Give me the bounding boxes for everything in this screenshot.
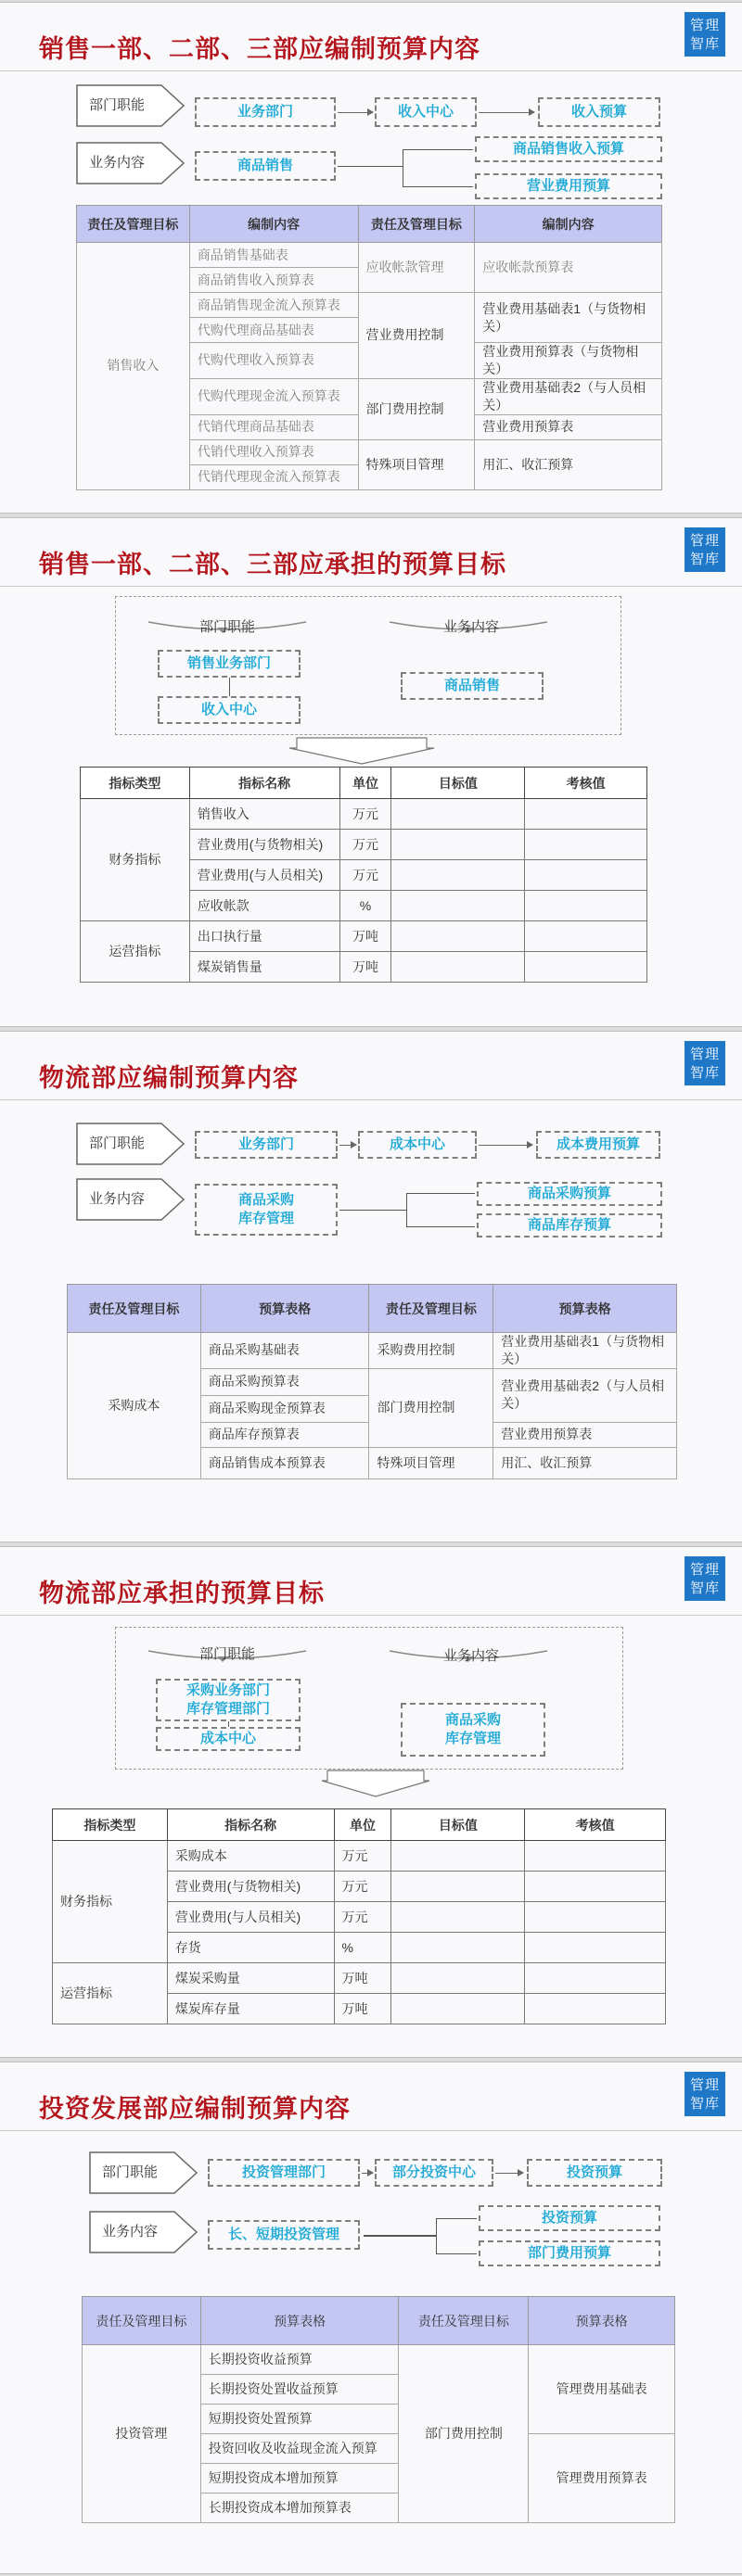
indicator-name: 营业费用(与人员相关) (167, 1902, 334, 1933)
table-cell: 营业费用基础表2（与人员相关） (475, 378, 662, 414)
assess-cell[interactable] (525, 830, 647, 860)
indicator-unit: 万吨 (334, 1994, 391, 2024)
logo-line2: 智库 (689, 35, 720, 52)
table-cell: 用汇、收汇预算 (475, 439, 662, 489)
th-name: 指标名称 (189, 768, 339, 799)
table-cell: 长期投资成本增加预算表 (200, 2494, 399, 2523)
box-invest-mgmt-dept: 投资管理部门 (208, 2159, 360, 2187)
purchase-line1: 商品采购 (237, 1191, 294, 1208)
table-cell: 商品采购预算表 (200, 1368, 369, 1395)
table-cell: 商品采购基础表 (200, 1333, 369, 1369)
target-cell[interactable] (391, 1994, 525, 2024)
assess-cell[interactable] (525, 799, 647, 830)
type-financial: 财务指标 (53, 1841, 168, 1963)
indicator-unit: 万吨 (339, 921, 391, 952)
indicator-unit: 万元 (334, 1902, 391, 1933)
table-cell: 商品销售现金流入预算表 (189, 293, 358, 318)
th-target: 目标值 (391, 1809, 525, 1841)
box-biz-dept: 业务部门 (195, 97, 336, 127)
box-invest-budget: 投资预算 (527, 2159, 662, 2187)
th-name: 指标名称 (167, 1809, 334, 1841)
assess-cell[interactable] (525, 891, 647, 921)
biz-content-label: 业务内容 (89, 1191, 146, 1207)
box-cost-center: 成本中心 (156, 1727, 301, 1751)
budget-table (67, 1284, 677, 1479)
th-type: 指标类型 (53, 1809, 168, 1841)
table-cell: 管理费用预算表 (529, 2434, 675, 2523)
table-cell: 短期投资处置预算 (200, 2405, 399, 2434)
table-cell: 代购代理现金流入预算表 (189, 378, 358, 414)
indicator-unit: 万元 (339, 860, 391, 891)
dept-function-arrow (76, 84, 186, 127)
indicator-name: 营业费用(与人员相关) (189, 860, 339, 891)
th-assess: 考核值 (525, 1809, 666, 1841)
indicator-name: 营业费用(与货物相关) (167, 1872, 334, 1902)
connector (436, 2218, 437, 2253)
target-cell[interactable] (391, 921, 525, 952)
th-content: 编制内容 (475, 206, 662, 243)
slide-title: 物流部应承担的预算目标 (39, 1580, 325, 1608)
table-cell: 商品销售基础表 (189, 243, 358, 268)
box-product-sales: 商品销售 (401, 672, 544, 700)
th-target: 责任及管理目标 (83, 2297, 201, 2345)
indicator-unit: 万吨 (339, 952, 391, 983)
box-income-budget: 收入预算 (538, 97, 660, 127)
box-inventory-budget: 商品库存预算 (477, 1213, 662, 1237)
box-opex-budget: 营业费用预算 (475, 173, 662, 199)
logo-line1: 管理 (689, 1046, 720, 1062)
indicator-unit: 万元 (339, 830, 391, 860)
biz-content-label: 业务内容 (89, 155, 146, 171)
connector (403, 149, 473, 150)
title-divider (0, 2130, 742, 2131)
biz-content-arrow (89, 2211, 198, 2253)
dept-function-label: 部门职能 (102, 2164, 159, 2180)
arrow-line (479, 1145, 532, 1146)
logo-line1: 管理 (689, 2076, 720, 2093)
assess-cell[interactable] (525, 1933, 666, 1963)
biz-line2: 库存管理 (444, 1731, 501, 1746)
assess-cell[interactable] (525, 860, 647, 891)
logo-line2: 智库 (689, 1580, 720, 1596)
slide-4 (0, 1546, 742, 2058)
box-purchase-budget: 商品采购预算 (477, 1182, 662, 1206)
assess-cell[interactable] (525, 1963, 666, 1994)
box-income-center: 收入中心 (158, 696, 301, 724)
logo-line2: 智库 (689, 1064, 720, 1081)
type-financial: 财务指标 (81, 799, 190, 921)
connector (406, 1226, 475, 1227)
table-cell: 特殊项目管理 (369, 1447, 493, 1478)
table-cell: 代购代理商品基础表 (189, 318, 358, 343)
connector (436, 2218, 477, 2219)
down-arrow-icon (288, 737, 436, 765)
slide-title: 物流部应编制预算内容 (39, 1064, 299, 1093)
target-cell[interactable] (391, 891, 525, 921)
th-type: 指标类型 (81, 768, 190, 799)
table-cell: 管理费用基础表 (529, 2345, 675, 2434)
table-cell: 营业费用基础表2（与人员相关） (493, 1368, 677, 1422)
target-cell[interactable] (391, 1841, 525, 1872)
table-cell: 用汇、收汇预算 (493, 1447, 677, 1478)
logo (684, 527, 725, 572)
slide-title: 销售一部、二部、三部应承担的预算目标 (39, 551, 506, 579)
assess-cell[interactable] (525, 1872, 666, 1902)
box-partial-invest-center: 部分投资中心 (375, 2159, 493, 2187)
target-cell[interactable] (391, 952, 525, 983)
indicator-name: 存货 (167, 1933, 334, 1963)
connector (229, 678, 230, 696)
table-cell: 商品采购现金预算表 (200, 1395, 369, 1422)
group-dept-expense: 部门费用控制 (399, 2345, 529, 2523)
table-cell: 营业费用基础表1（与货物相关） (475, 293, 662, 343)
th-target: 责任及管理目标 (358, 206, 475, 243)
biz-content-arrow (76, 1178, 186, 1221)
budget-table (82, 2296, 675, 2523)
connector (338, 166, 403, 167)
table-cell: 长期投资收益预算 (200, 2345, 399, 2375)
table-cell: 营业费用预算表（与货物相关） (475, 343, 662, 379)
table-cell: 代销代理商品基础表 (189, 414, 358, 439)
th-target: 责任及管理目标 (369, 1285, 493, 1333)
target-cell[interactable] (391, 799, 525, 830)
table-cell: 短期投资成本增加预算 (200, 2464, 399, 2494)
target-table (52, 1808, 666, 2024)
assess-cell[interactable] (525, 1841, 666, 1872)
indicator-name: 采购成本 (167, 1841, 334, 1872)
slide-2 (0, 517, 742, 1027)
connector (339, 1210, 406, 1211)
connector (403, 186, 473, 187)
title-divider (0, 1099, 742, 1100)
table-cell: 商品销售收入预算表 (189, 268, 358, 293)
logo-line1: 管理 (689, 17, 720, 33)
indicator-name: 煤炭销售量 (189, 952, 339, 983)
dept-line1: 采购业务部门 (186, 1681, 270, 1698)
biz-line1: 商品采购 (444, 1711, 501, 1728)
target-cell[interactable] (391, 1872, 525, 1902)
target-cell[interactable] (391, 860, 525, 891)
box-cost-budget: 成本费用预算 (536, 1131, 660, 1159)
indicator-unit: 万元 (334, 1841, 391, 1872)
logo-line2: 智库 (689, 2095, 720, 2112)
dept-function-label: 部门职能 (199, 1646, 256, 1662)
table-cell: 代销代理现金流入预算表 (189, 464, 358, 489)
connector (406, 1193, 407, 1226)
connector (436, 2253, 477, 2254)
dept-function-arrow (89, 2151, 198, 2194)
arrow-line (339, 1145, 356, 1146)
group-invest-mgmt: 投资管理 (83, 2345, 201, 2523)
table-cell: 应收帐款管理 (358, 243, 475, 293)
box-cost-center: 成本中心 (358, 1131, 477, 1159)
slide-3 (0, 1031, 742, 1542)
table-cell: 长期投资处置收益预算 (200, 2375, 399, 2405)
target-cell[interactable] (391, 830, 525, 860)
indicator-unit: % (334, 1933, 391, 1963)
table-cell: 代购代理收入预算表 (189, 343, 358, 379)
purchase-line2: 库存管理 (237, 1211, 294, 1226)
assess-cell[interactable] (525, 1994, 666, 2024)
indicator-unit: % (339, 891, 391, 921)
table-cell: 营业费用预算表 (475, 414, 662, 439)
target-cell[interactable] (391, 1902, 525, 1933)
group-purchase-cost: 采购成本 (68, 1333, 201, 1479)
th-form: 预算表格 (200, 1285, 369, 1333)
slide-title: 销售一部、二部、三部应编制预算内容 (39, 35, 480, 64)
table-cell: 营业费用基础表1（与货物相关） (493, 1333, 677, 1369)
th-assess: 考核值 (525, 768, 647, 799)
th-form: 预算表格 (493, 1285, 677, 1333)
th-unit: 单位 (334, 1809, 391, 1841)
assess-cell[interactable] (525, 1902, 666, 1933)
dept-line2: 库存管理部门 (186, 1701, 270, 1717)
box-purchase-inventory (401, 1703, 545, 1757)
assess-cell[interactable] (525, 921, 647, 952)
title-divider (0, 1615, 742, 1616)
table-cell: 特殊项目管理 (358, 439, 475, 489)
box-dept-expense-budget: 部门费用预算 (479, 2240, 660, 2266)
biz-content-label: 业务内容 (443, 619, 500, 635)
type-operational: 运营指标 (53, 1963, 168, 2024)
indicator-name: 应收帐款 (189, 891, 339, 921)
target-cell[interactable] (391, 1963, 525, 1994)
logo-line1: 管理 (689, 532, 720, 549)
down-arrow-icon (320, 1770, 431, 1797)
arrow-line (479, 112, 534, 113)
indicator-name: 营业费用(与货物相关) (189, 830, 339, 860)
connector (364, 2235, 436, 2237)
table-cell: 部门费用控制 (369, 1368, 493, 1447)
connector (406, 1193, 475, 1194)
indicator-name: 煤炭采购量 (167, 1963, 334, 1994)
dept-function-label: 部门职能 (89, 97, 146, 113)
table-cell: 部门费用控制 (358, 378, 475, 439)
target-table (80, 767, 647, 983)
th-content: 编制内容 (189, 206, 358, 243)
dept-function-label: 部门职能 (199, 619, 256, 635)
dept-function-label: 部门职能 (89, 1136, 146, 1151)
slide-title: 投资发展部应编制预算内容 (39, 2095, 351, 2124)
table-cell: 应收帐款预算表 (475, 243, 662, 293)
slide-5 (0, 2062, 742, 2574)
target-cell[interactable] (391, 1933, 525, 1963)
box-invest-budget-2: 投资预算 (479, 2205, 660, 2231)
box-purchase-inventory (195, 1184, 338, 1236)
logo (684, 1041, 725, 1085)
table-cell: 代销代理收入预算表 (189, 439, 358, 464)
arrow-line (362, 2173, 373, 2174)
biz-content-label: 业务内容 (443, 1648, 500, 1664)
logo (684, 12, 725, 57)
type-operational: 运营指标 (81, 921, 190, 983)
indicator-name: 销售收入 (189, 799, 339, 830)
indicator-unit: 万元 (339, 799, 391, 830)
table-cell: 营业费用控制 (358, 293, 475, 379)
arrow-line (495, 2173, 523, 2174)
budget-content-table (76, 205, 662, 490)
dept-function-arrow (76, 1123, 186, 1165)
box-long-short-invest: 长、短期投资管理 (208, 2220, 360, 2250)
th-unit: 单位 (339, 768, 391, 799)
th-form: 预算表格 (529, 2297, 675, 2345)
assess-cell[interactable] (525, 952, 647, 983)
indicator-unit: 万元 (334, 1872, 391, 1902)
box-purchase-inventory-dept (156, 1679, 301, 1721)
indicator-unit: 万吨 (334, 1963, 391, 1994)
slide-1 (0, 2, 742, 514)
indicator-name: 煤炭库存量 (167, 1994, 334, 2024)
indicator-name: 出口执行量 (189, 921, 339, 952)
th-form: 预算表格 (200, 2297, 399, 2345)
box-income-center: 收入中心 (375, 97, 477, 127)
table-cell: 商品销售成本预算表 (200, 1447, 369, 1478)
table-cell: 商品库存预算表 (200, 1422, 369, 1447)
box-sales-dept: 销售业务部门 (158, 650, 301, 678)
biz-content-arrow (76, 142, 186, 184)
title-divider (0, 586, 742, 587)
th-target: 责任及管理目标 (77, 206, 190, 243)
th-target: 责任及管理目标 (399, 2297, 529, 2345)
th-target: 责任及管理目标 (68, 1285, 201, 1333)
box-product-sales: 商品销售 (195, 151, 336, 181)
box-biz-dept: 业务部门 (195, 1131, 338, 1159)
table-cell: 投资回收及收益现金流入预算 (200, 2434, 399, 2464)
box-sales-income-budget: 商品销售收入预算 (475, 136, 662, 162)
group-sales-income: 销售收入 (77, 243, 190, 490)
table-cell: 营业费用预算表 (493, 1422, 677, 1447)
biz-content-label: 业务内容 (102, 2224, 159, 2240)
logo-line1: 管理 (689, 1561, 720, 1578)
logo (684, 1556, 725, 1601)
table-cell: 采购费用控制 (369, 1333, 493, 1369)
arrow-line (338, 112, 373, 113)
logo (684, 2072, 725, 2116)
logo-line2: 智库 (689, 551, 720, 567)
th-target: 目标值 (391, 768, 525, 799)
title-divider (0, 70, 742, 71)
